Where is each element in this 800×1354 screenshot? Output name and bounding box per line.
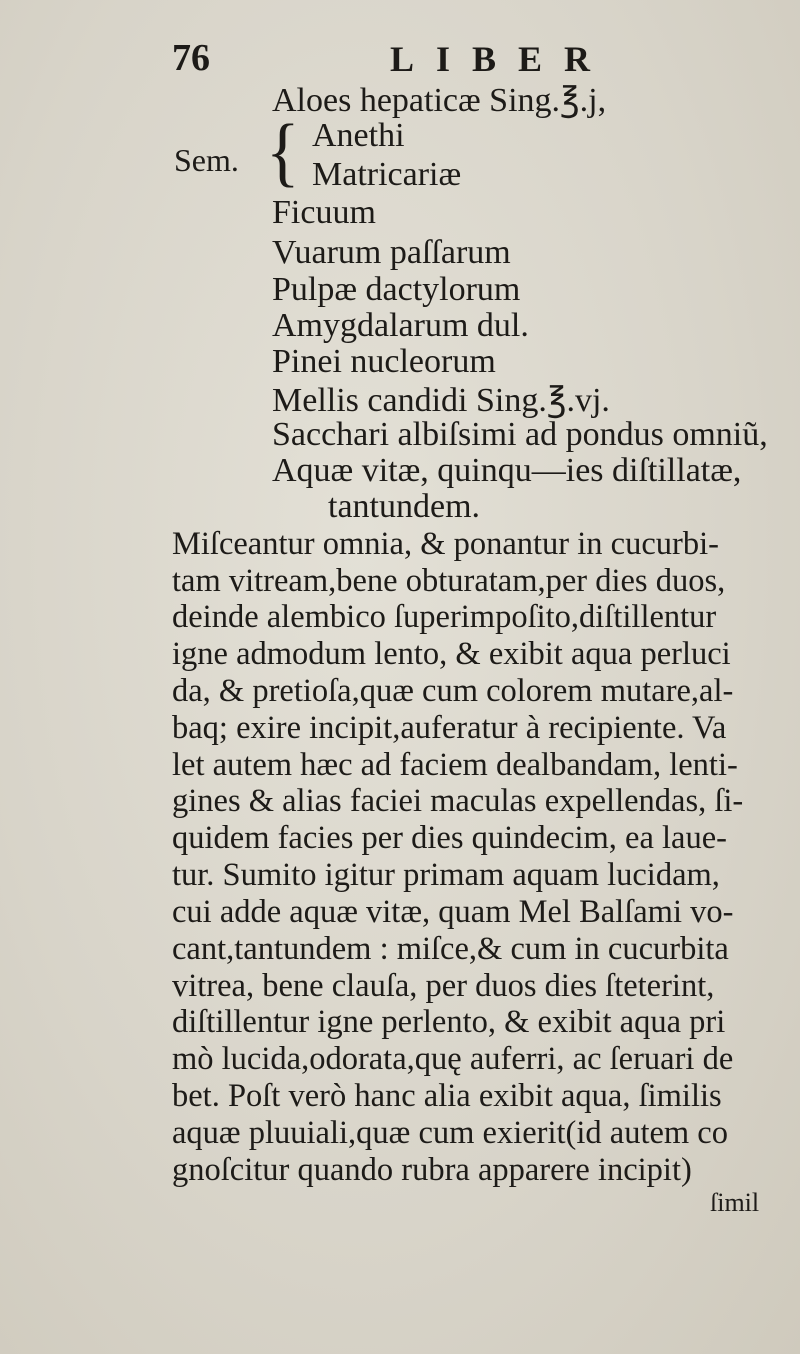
recipe-line: Amygdalarum dul. bbox=[272, 307, 529, 344]
body-line: Miſceantur omnia, & ponantur in cucurbi- bbox=[172, 526, 719, 562]
recipe-line: Anethi bbox=[312, 117, 405, 154]
catchword: ſimil bbox=[710, 1188, 760, 1217]
body-line: da, & pretioſa,quæ cum colorem mutare,al- bbox=[172, 673, 734, 709]
recipe-line: Aquæ vitæ, quinqu—ies diſtillatæ, bbox=[272, 452, 742, 489]
page-number: 76 bbox=[172, 37, 210, 79]
body-line: quidem facies per dies quindecim, ea laue- bbox=[172, 820, 727, 856]
body-line: cui adde aquæ vitæ, quam Mel Balſami vo- bbox=[172, 894, 734, 930]
body-line: let autem hæc ad faciem dealbandam, lenti- bbox=[172, 747, 738, 783]
body-line: tam vitream,bene obturatam,per dies duos, bbox=[172, 563, 726, 599]
body-line: aquæ pluuiali,quæ cum exierit(id autem co bbox=[172, 1115, 728, 1151]
recipe-line: Matricariæ bbox=[312, 156, 462, 193]
body-line: tur. Sumito igitur primam aquam lucidam, bbox=[172, 857, 720, 893]
recipe-line: Sacchari albiſsimi ad pondus omniũ, bbox=[272, 416, 768, 453]
body-line: cant,tantundem : miſce,& cum in cucurbita bbox=[172, 931, 729, 967]
recipe-line: Aloes hepaticæ Sing.℥.j, bbox=[272, 82, 607, 119]
body-line: igne admodum lento, & exibit aqua perluci bbox=[172, 636, 731, 672]
recipe-line: Vuarum paſſarum bbox=[272, 234, 511, 271]
body-line: gnoſcitur quando rubra apparere incipit) bbox=[172, 1152, 692, 1188]
recipe-line: Ficuum bbox=[272, 194, 376, 231]
brace-mark: { bbox=[266, 110, 300, 195]
recipe-line: Mellis candidi Sing.℥.vj. bbox=[272, 382, 610, 419]
recipe-line: Pinei nucleorum bbox=[272, 343, 496, 380]
body-line: vitrea, bene clauſa, per duos dies ſteterint, bbox=[172, 968, 715, 1004]
body-line: diſtillentur igne perlento, & exibit aqua pri bbox=[172, 1004, 726, 1040]
side-label: Sem. bbox=[174, 142, 239, 178]
body-line: bet. Poſt verò hanc alia exibit aqua, ſimilis bbox=[172, 1078, 722, 1114]
body-line: deinde alembico ſuperimpoſito,diſtillentur bbox=[172, 599, 717, 635]
body-line: baq; exire incipit,auferatur à recipiente. Va bbox=[172, 710, 727, 746]
body-line: mò lucida,odorata,quę auferri, ac ſeruari de bbox=[172, 1041, 734, 1077]
running-head: LIBER bbox=[390, 39, 613, 79]
recipe-line: tantundem. bbox=[328, 488, 481, 525]
recipe-line: Pulpæ dactylorum bbox=[272, 271, 521, 308]
body-line: gines & alias faciei maculas expellendas, ſi- bbox=[172, 783, 744, 819]
